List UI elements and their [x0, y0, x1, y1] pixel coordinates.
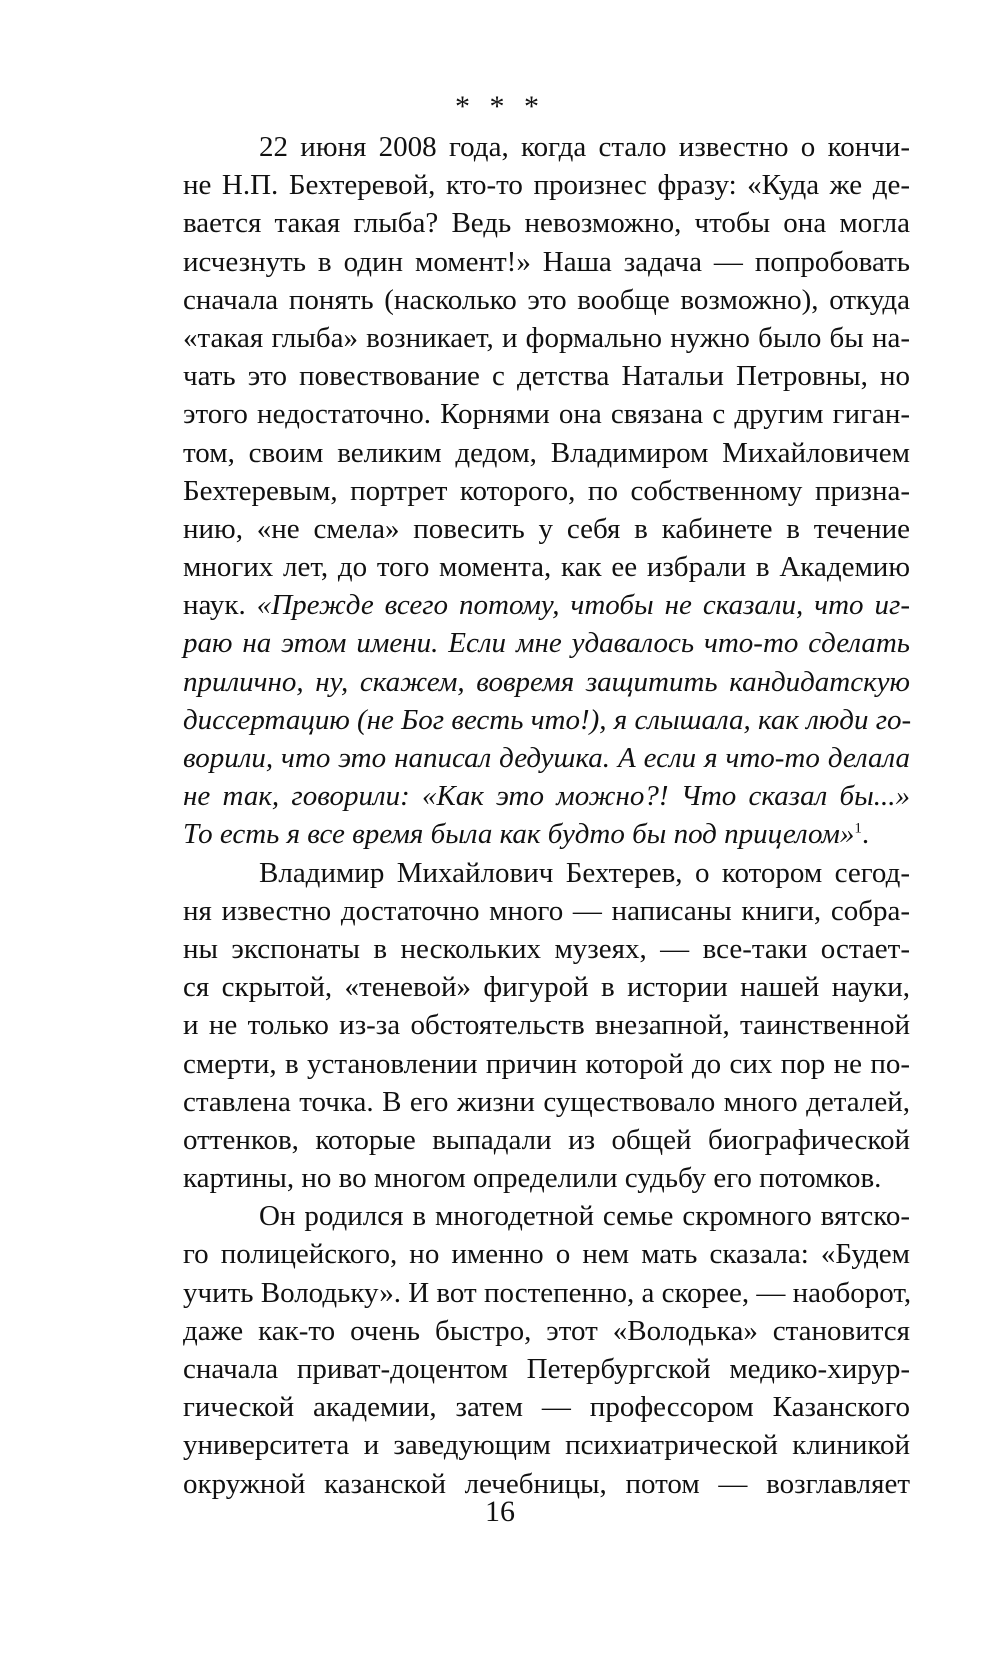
text-line [183, 548, 910, 586]
line-segment: го полицейского, но именно о нем мать сказала: «Будем [183, 1238, 910, 1271]
line-segment: картины, но во многом определили судьбу его потомков. [183, 1162, 882, 1195]
footnote-marker[interactable]: 1 [854, 820, 862, 837]
text-line [183, 968, 910, 1006]
line-segment: исчезнуть в один момент!» Наша задача — попробовать [183, 245, 910, 278]
line-segment: гической академии, затем — профессором Казанского [183, 1391, 910, 1424]
text-line [183, 1045, 910, 1083]
line-segment: вается такая глыба? Ведь невозможно, чтобы она могла [183, 207, 910, 240]
line-segment: сначала приват-доцентом Петербургской медико-хирур- [183, 1353, 910, 1385]
body-text [183, 128, 910, 1503]
text-line [183, 739, 910, 777]
line-segment: не так, говорили: «Как это можно?! Что сказал бы...» [183, 780, 910, 813]
line-segment: ны экспонаты в нескольких музеях, — все-таки остает- [183, 932, 910, 965]
quote-segment: «Прежде всего потому, чтобы не сказали, что иг- [256, 589, 910, 622]
text-line [183, 1197, 910, 1235]
section-separator: * * * [455, 90, 545, 123]
text-line [183, 166, 910, 204]
line-segment: нию, «не смела» повесить у себя в кабинете в течение [183, 512, 910, 545]
line-segment: Бехтеревым, портрет которого, по собственному призна- [183, 474, 910, 507]
line-segment: даже как-то очень быстро, этот «Володька» становится [183, 1314, 910, 1347]
line-segment: прилично, ну, скажем, вовремя защитить кандидатскую [183, 665, 910, 698]
text-line [183, 1159, 910, 1197]
text-line [183, 357, 910, 395]
line-segment: оттенков, которые выпадали из общей биографической [183, 1123, 910, 1156]
text-line [183, 128, 910, 166]
text-line [183, 319, 910, 357]
line-segment: ся скрытой, «теневой» фигурой в истории нашей науки, [183, 971, 910, 1004]
line-segment: ворили, что это написал дедушка. А если я что-то делала [183, 742, 910, 774]
line-segment: ставлена точка. В его жизни существовало много деталей, [183, 1085, 910, 1118]
text-line [183, 586, 910, 624]
text-line [183, 243, 910, 281]
line-segment: 22 июня 2008 года, когда стало известно о кончи- [259, 131, 910, 163]
line-segment: многих лет, до того момента, как ее избрали в Академию [183, 551, 910, 584]
line-tail: . [861, 818, 870, 851]
text-line [183, 624, 910, 662]
text-line [183, 472, 910, 510]
text-line [183, 701, 910, 739]
line-segment: Он родился в многодетной семье скромного вятско- [259, 1200, 910, 1233]
text-line [183, 395, 910, 433]
line-segment: Владимир Михайлович Бехтерев, о котором сегод- [259, 856, 910, 889]
line-segment: этого недостаточно. Корнями она связана с другим гиган- [183, 398, 910, 431]
text-line [183, 892, 910, 930]
line-segment: То есть я все время была как будто бы под прицелом» [183, 818, 855, 851]
line-segment: «такая глыба» возникает, и формально нужно было бы на- [183, 321, 910, 354]
line-segment: смерти, в установлении причин которой до сих пор не по- [183, 1047, 910, 1080]
line-segment: окружной казанской лечебницы, потом — возглавляет [183, 1467, 910, 1500]
text-line [183, 510, 910, 548]
line-segment: сначала понять (насколько это вообще возможно), откуда [183, 283, 910, 316]
line-segment: том, своим великим дедом, Владимиром Михайловичем [183, 436, 910, 469]
line-segment: ня известно достаточно много — написаны книги, собра- [183, 894, 910, 927]
text-line [183, 663, 910, 701]
text-line [183, 1006, 910, 1044]
line-segment: чать это повествование с детства Натальи Петровны, но [183, 360, 910, 393]
text-line [183, 815, 910, 853]
text-line [183, 204, 910, 242]
text-line [183, 1426, 910, 1464]
text-line [183, 1121, 910, 1159]
text-line [183, 1235, 910, 1273]
line-segment: раю на этом имени. Если мне удавалось что-то сделать [183, 627, 910, 660]
line-segment: диссертацию (не Бог весть что!), я слышала, как люди го- [183, 703, 912, 736]
text-line [183, 1350, 910, 1388]
text-line [183, 930, 910, 968]
line-segment: университета и заведующим психиатрической клиникой [183, 1429, 910, 1462]
text-line [183, 1274, 910, 1312]
text-line [183, 854, 910, 892]
line-segment: учить Володьку». И вот постепенно, а скорее, — наоборот, [183, 1276, 912, 1309]
text-line [183, 1083, 910, 1121]
line-segment: не Н.П. Бехтеревой, кто-то произнес фразу: «Куда же де- [183, 169, 910, 202]
text-line [183, 1312, 910, 1350]
text-line [183, 777, 910, 815]
text-line [183, 434, 910, 472]
page-number: 16 [485, 1495, 515, 1528]
text-line [183, 281, 910, 319]
line-segment: и не только из-за обстоятельств внезапной, таинственной [183, 1009, 910, 1042]
line-segment: наук. [183, 589, 257, 622]
text-line [183, 1388, 910, 1426]
